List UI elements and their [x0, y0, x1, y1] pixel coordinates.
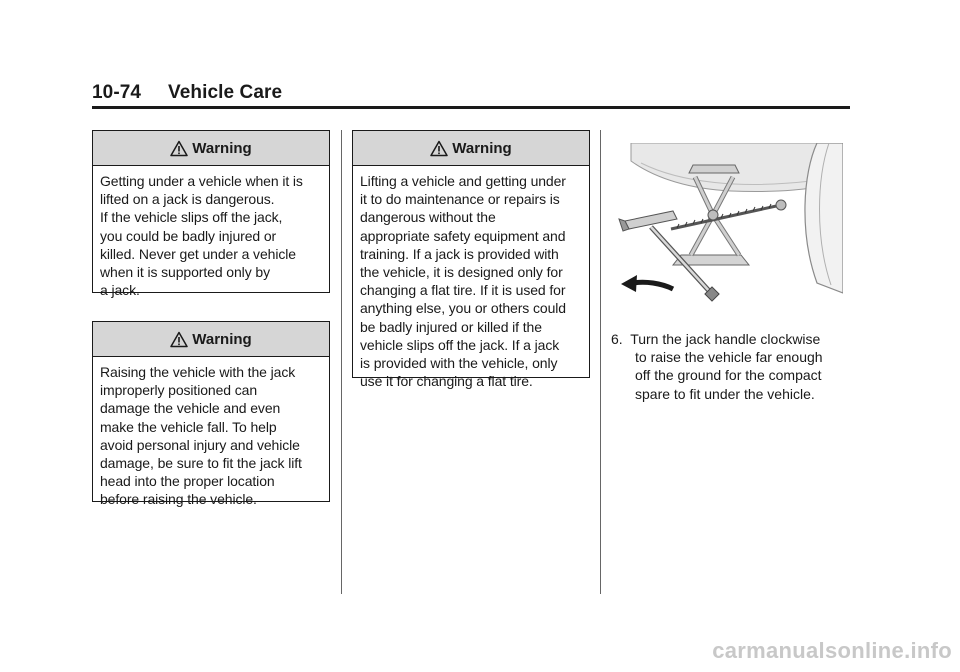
- warning-text: [353, 166, 589, 398]
- column-divider-left: [341, 130, 342, 594]
- warning-title: Warning: [192, 139, 252, 157]
- warning-header: [93, 322, 329, 357]
- warning-triangle-icon: [170, 140, 188, 157]
- warning-line: changing a flat tire. If it is used for: [360, 282, 566, 299]
- warning-header: [93, 131, 329, 166]
- warning-line: improperly positioned can: [100, 382, 258, 399]
- warning-line: vehicle slips off the jack. If a jack: [360, 336, 560, 353]
- warning-box-2: [92, 321, 330, 508]
- warning-box-1: [92, 130, 330, 299]
- page-title: 10-74 Vehicle Care: [92, 82, 283, 103]
- warning-line: damage, be sure to fit the jack lift: [100, 455, 302, 472]
- warning-line: when it is supported only by: [100, 264, 270, 281]
- warning-line: killed. Never get under a vehicle: [100, 245, 296, 262]
- warning-line: use it for changing a flat tire.: [360, 373, 533, 390]
- watermark: carmanualsonline.info: [712, 638, 952, 663]
- warning-text: [93, 357, 329, 517]
- warning-title: Warning: [192, 330, 252, 348]
- warning-line: before raising the vehicle.: [100, 491, 257, 508]
- step-line: to raise the vehicle far enough: [635, 349, 823, 366]
- warning-line: Lifting a vehicle and getting under: [360, 173, 566, 189]
- warning-line: make the vehicle fall. To help: [100, 418, 277, 435]
- warning-line: it to do maintenance or repairs is: [360, 191, 560, 208]
- warning-box-3: [352, 130, 590, 390]
- warning-line: dangerous without the: [360, 209, 496, 226]
- warning-line: If the vehicle slips off the jack,: [100, 209, 283, 226]
- warning-line: lifted on a jack is dangerous.: [100, 191, 275, 208]
- page-header: [92, 82, 850, 109]
- warning-line: damage the vehicle and even: [100, 400, 281, 417]
- warning-line: training. If a jack is provided with: [360, 245, 559, 262]
- warning-triangle-icon: [430, 140, 448, 157]
- curved-arrow-icon: [621, 275, 673, 292]
- warning-line: head into the proper location: [100, 473, 275, 490]
- warning-line: be badly injured or killed if the: [360, 318, 542, 335]
- step-line: off the ground for the compact: [635, 367, 822, 384]
- jack-drawing: [611, 143, 843, 305]
- step-6: [611, 330, 851, 403]
- warning-title: Warning: [452, 139, 512, 157]
- warning-text: [93, 166, 329, 307]
- column-divider-right: [600, 130, 601, 594]
- jack-illustration: [611, 143, 843, 305]
- warning-line: is provided with the vehicle, only: [360, 355, 558, 372]
- warning-line: you could be badly injured or: [100, 227, 277, 244]
- warning-line: appropriate safety equipment and: [360, 227, 566, 244]
- warning-header: [353, 131, 589, 166]
- warning-line: Getting under a vehicle when it is: [100, 173, 303, 189]
- warning-line: anything else, you or others could: [360, 300, 566, 317]
- warning-line: a jack.: [100, 282, 140, 299]
- warning-line: the vehicle, it is designed only for: [360, 264, 563, 281]
- warning-triangle-icon: [170, 331, 188, 348]
- warning-line: Raising the vehicle with the jack: [100, 364, 296, 380]
- warning-line: avoid personal injury and vehicle: [100, 436, 300, 453]
- step-line: 6. Turn the jack handle clockwise: [611, 331, 821, 347]
- step-line: spare to fit under the vehicle.: [635, 385, 815, 402]
